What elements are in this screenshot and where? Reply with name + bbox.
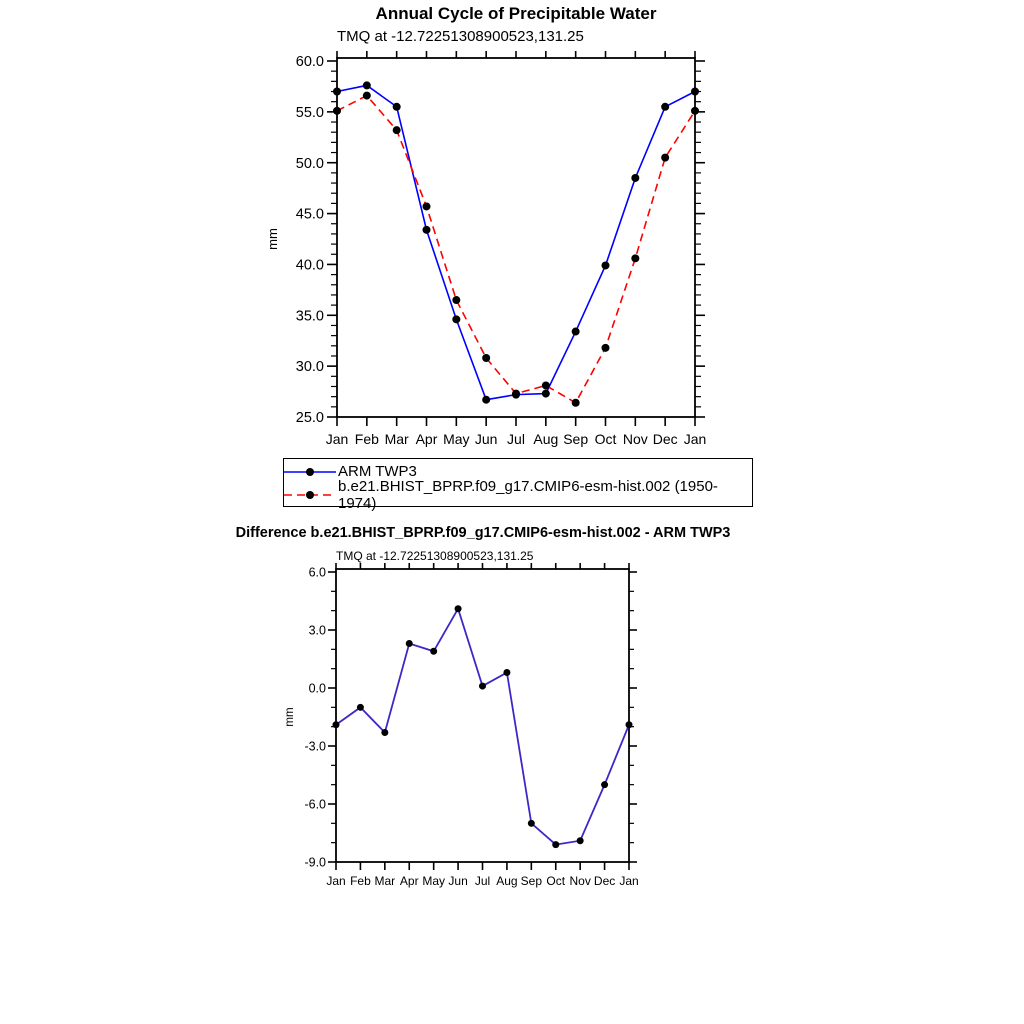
data-point-marker bbox=[357, 704, 364, 711]
x-axis-label: Apr bbox=[399, 874, 419, 888]
plot-frame bbox=[336, 569, 629, 862]
y-axis-tick-label: 0.0 bbox=[308, 681, 326, 696]
data-point-marker bbox=[482, 396, 490, 404]
y-axis-tick-label: 50.0 bbox=[295, 155, 324, 172]
x-axis-label: Nov bbox=[622, 431, 648, 447]
top-chart-title: Annual Cycle of Precipitable Water bbox=[375, 4, 657, 23]
x-axis-label: Aug bbox=[533, 431, 559, 447]
data-point-marker bbox=[572, 399, 580, 407]
data-point-marker bbox=[577, 837, 584, 844]
data-point-marker bbox=[363, 81, 371, 89]
data-point-marker bbox=[602, 261, 610, 269]
data-point-marker bbox=[552, 841, 559, 848]
y-axis-tick-label: 6.0 bbox=[308, 565, 326, 580]
x-axis-label: Mar bbox=[374, 874, 396, 888]
data-point-marker bbox=[626, 721, 633, 728]
x-axis-label: Mar bbox=[384, 431, 409, 447]
legend bbox=[283, 458, 753, 512]
x-axis-label: Jan bbox=[326, 874, 346, 888]
top-chart-subtitle: TMQ at -12.72251308900523,131.25 bbox=[337, 28, 584, 45]
x-axis-label: May bbox=[443, 431, 470, 447]
data-point-marker bbox=[479, 683, 486, 690]
series-line-1 bbox=[337, 96, 695, 403]
bottom-chart bbox=[284, 563, 639, 888]
data-point-marker bbox=[406, 640, 413, 647]
data-point-marker bbox=[631, 254, 639, 262]
data-point-marker bbox=[363, 92, 371, 100]
y-axis-tick-label: 45.0 bbox=[295, 206, 324, 223]
data-point-marker bbox=[631, 174, 639, 182]
legend-line-sample-dashed bbox=[284, 485, 336, 505]
x-axis-label: Dec bbox=[652, 431, 678, 447]
y-axis-tick-label: 55.0 bbox=[295, 104, 324, 121]
data-point-marker bbox=[602, 344, 610, 352]
x-axis-label: Apr bbox=[415, 431, 438, 447]
data-point-marker bbox=[381, 729, 388, 736]
x-axis-label: Dec bbox=[593, 874, 616, 888]
x-axis-label: Jun bbox=[448, 874, 468, 888]
x-axis-label: Feb bbox=[354, 431, 379, 447]
data-point-marker bbox=[661, 154, 669, 162]
legend-label: b.e21.BHIST_BPRP.f09_g17.CMIP6-esm-hist.002 (1950-1974) bbox=[338, 477, 718, 512]
data-point-marker bbox=[452, 315, 460, 323]
series-line-0 bbox=[336, 609, 629, 845]
x-axis-label: Feb bbox=[350, 874, 371, 888]
data-point-marker bbox=[661, 103, 669, 111]
data-point-marker bbox=[455, 605, 462, 612]
y-axis-tick-label: -3.0 bbox=[304, 739, 326, 754]
x-axis-label: May bbox=[422, 874, 446, 888]
y-axis-tick-label: -9.0 bbox=[304, 855, 326, 870]
data-point-marker bbox=[430, 648, 437, 655]
x-axis-label: Nov bbox=[569, 874, 591, 888]
x-axis-label: Jun bbox=[474, 431, 498, 447]
data-point-marker bbox=[452, 296, 460, 304]
data-point-marker bbox=[691, 107, 699, 115]
bottom-chart-subtitle: TMQ at -12.72251308900523,131.25 bbox=[336, 549, 534, 563]
data-point-marker bbox=[503, 669, 510, 676]
y-axis-tick-label: 35.0 bbox=[295, 308, 324, 325]
y-axis-tick-label: 30.0 bbox=[295, 359, 324, 376]
data-point-marker bbox=[691, 88, 699, 96]
data-point-marker bbox=[393, 126, 401, 134]
x-axis-label: Sep bbox=[563, 431, 589, 447]
data-point-marker bbox=[528, 820, 535, 827]
x-axis-label: Jul bbox=[474, 874, 491, 888]
legend-item-model bbox=[284, 477, 752, 512]
y-axis-tick-label: 3.0 bbox=[308, 623, 326, 638]
y-axis-tick-label: 40.0 bbox=[295, 257, 324, 274]
data-point-marker bbox=[423, 202, 431, 210]
data-point-marker bbox=[542, 390, 550, 398]
x-axis-label: Jan bbox=[683, 431, 707, 447]
data-point-marker bbox=[542, 381, 550, 389]
y-axis-tick-label: 60.0 bbox=[295, 54, 324, 71]
x-axis-label: Jul bbox=[507, 431, 525, 447]
y-axis-tick-label: 25.0 bbox=[295, 410, 324, 427]
legend-line-sample-solid bbox=[284, 462, 336, 482]
data-point-marker bbox=[482, 354, 490, 362]
y-axis-title: mm bbox=[284, 707, 296, 727]
data-point-marker bbox=[333, 107, 341, 115]
x-axis-label: Oct bbox=[594, 431, 617, 447]
y-axis-tick-label: -6.0 bbox=[304, 797, 326, 812]
x-axis-label: Jan bbox=[325, 431, 349, 447]
x-axis-label: Jan bbox=[619, 874, 639, 888]
x-axis-label: Aug bbox=[496, 874, 518, 888]
top-chart bbox=[265, 51, 706, 447]
data-point-marker bbox=[572, 328, 580, 336]
data-point-marker bbox=[601, 781, 608, 788]
data-point-marker bbox=[512, 390, 520, 398]
x-axis-label: Sep bbox=[520, 874, 543, 888]
bottom-chart-title: Difference b.e21.BHIST_BPRP.f09_g17.CMIP6-esm-hist.002 - ARM TWP3 bbox=[235, 525, 731, 541]
series-line-0 bbox=[337, 85, 695, 399]
data-point-marker bbox=[333, 88, 341, 96]
legend-label: ARM TWP3 bbox=[338, 463, 417, 480]
data-point-marker bbox=[423, 226, 431, 234]
x-axis-label: Oct bbox=[546, 874, 566, 888]
y-axis-title: mm bbox=[265, 228, 280, 250]
data-point-marker bbox=[393, 103, 401, 111]
data-point-marker bbox=[333, 721, 340, 728]
